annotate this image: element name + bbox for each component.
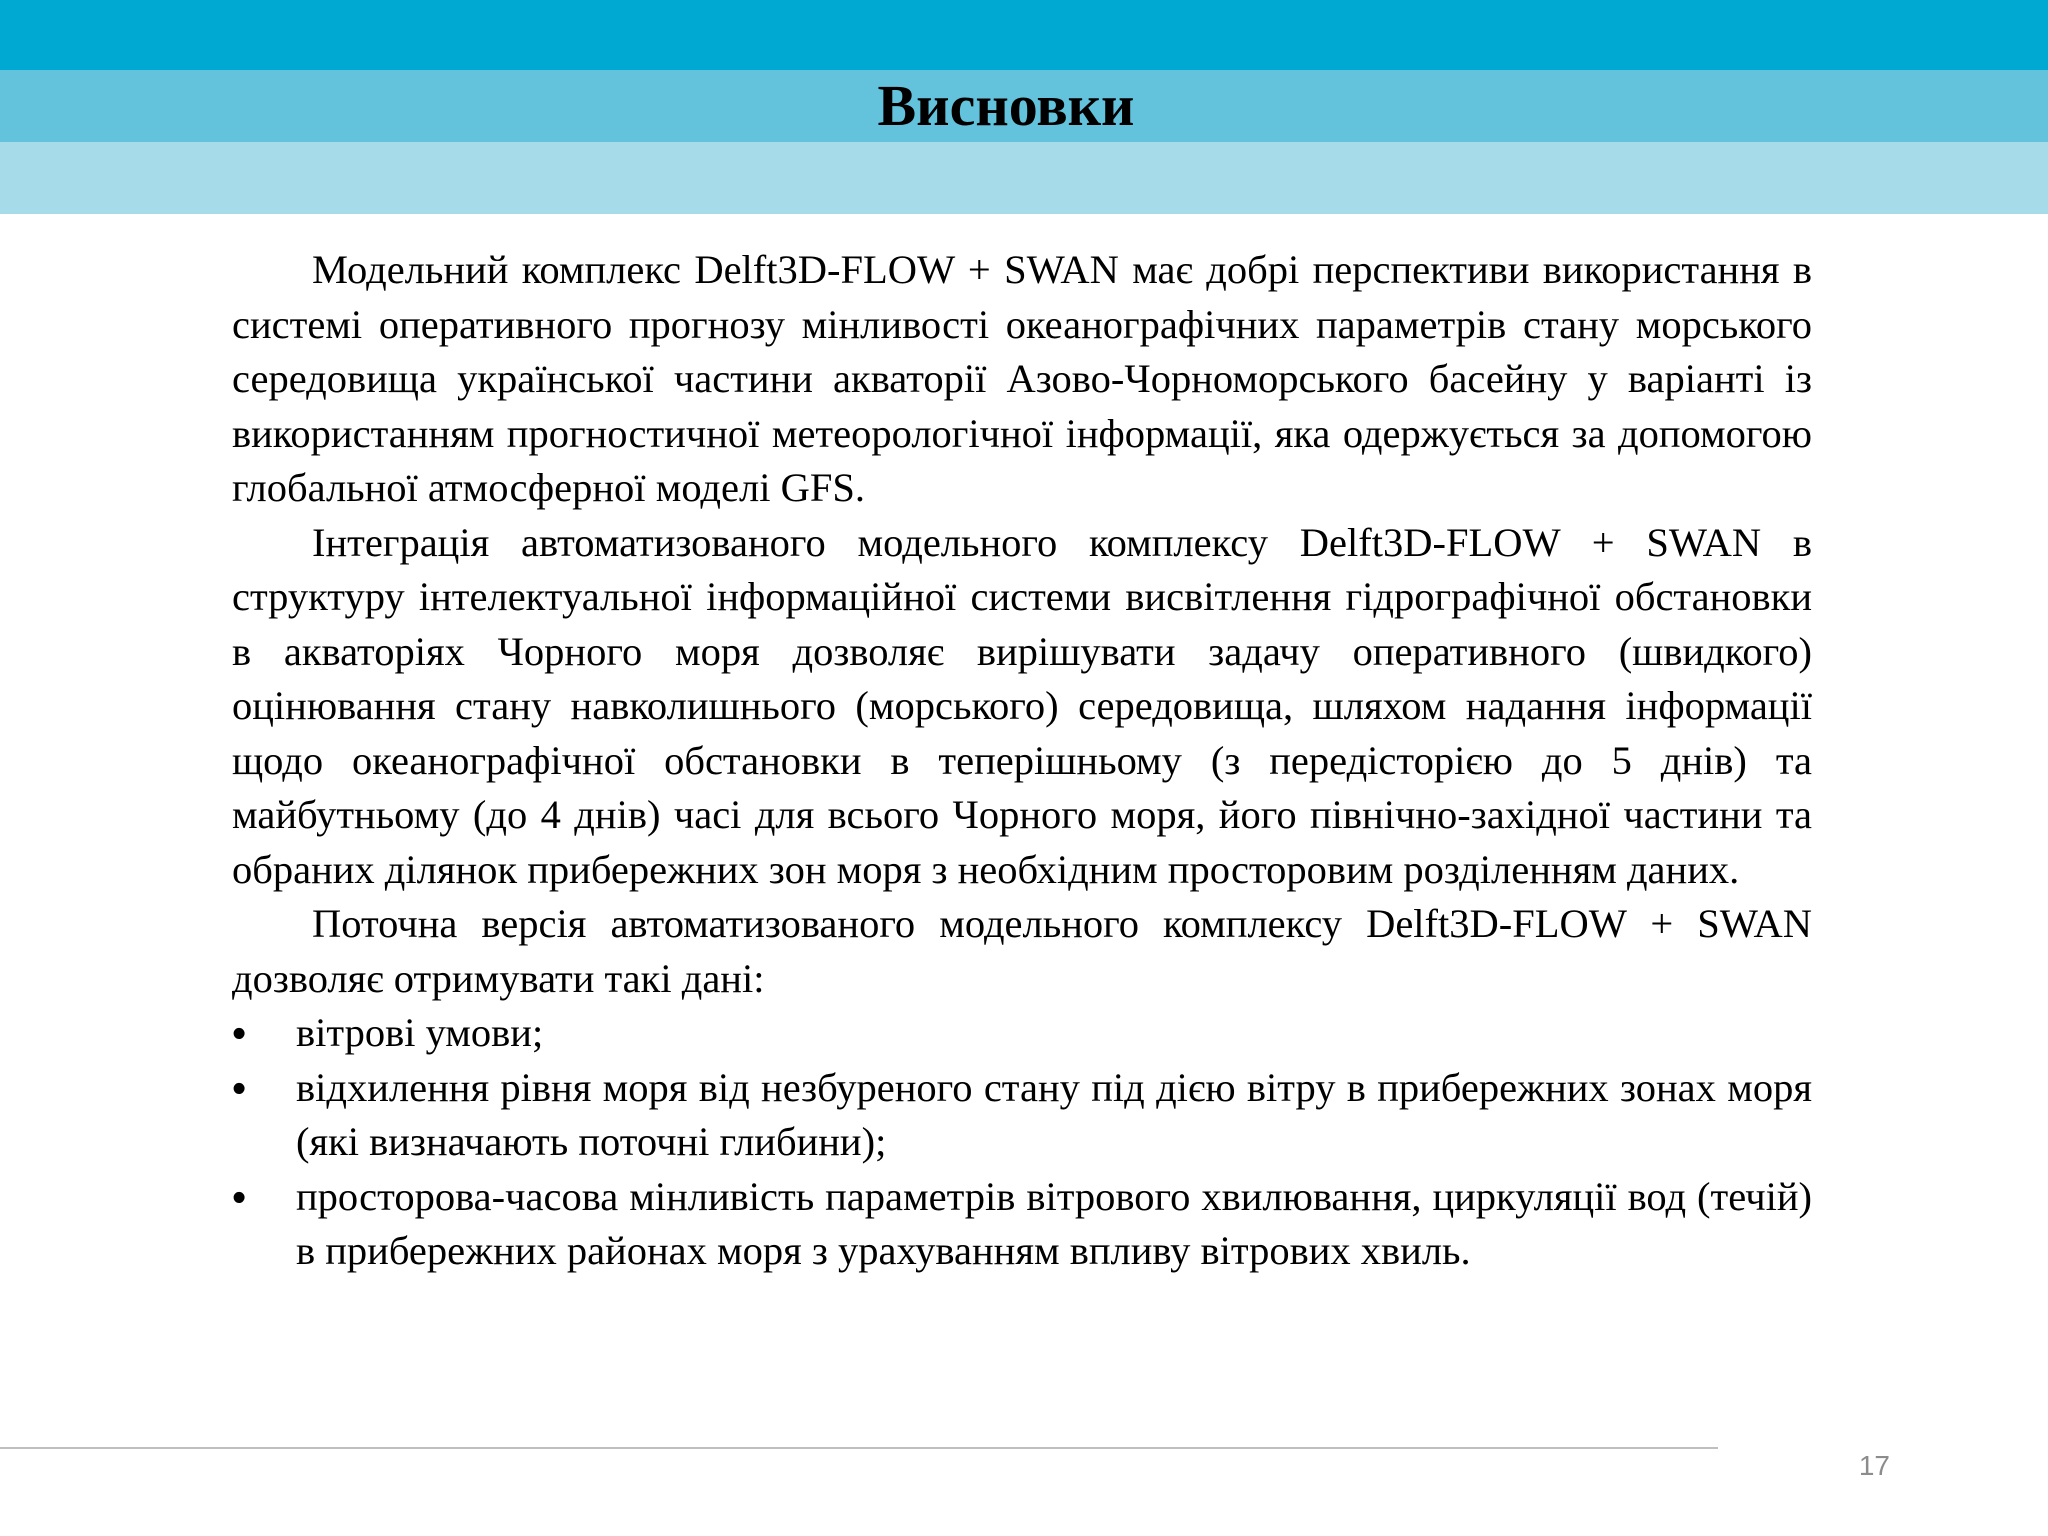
list-item-text: відхилення рівня моря від незбуреного стану під дією вітру в прибережних зонах моря (які визначають поточні глибини); [296,1064,1812,1164]
conclusion-paragraph: Поточна версія автоматизованого модельного комплексу Delft3D-FLOW + SWAN дозволяє отримувати такі дані: [232,901,1812,1001]
data-types-list [232,1006,1812,1279]
conclusion-paragraph: Модельний комплекс Delft3D-FLOW + SWAN має добрі перспективи використання в системі оперативного прогнозу мінливості океанографічних параметрів стану морського середовища української частини акваторії Азово-Чорноморського басейну у варіанті із використанням прогностичної метеорологічної інформації, яка одержується за допомогою глобальної атмосферної моделі GFS. [232,247,1812,510]
footer-divider [0,1447,1718,1449]
bullet-icon: • [232,1010,247,1056]
slide-title: Висновки [877,73,1135,138]
bullet-icon: • [232,1173,247,1220]
list-item [232,1170,1812,1279]
list-item-text: вітрові умови; [296,1010,544,1055]
header-band-bottom [0,142,2048,214]
list-item [232,1061,1812,1170]
conclusion-paragraph: Інтеграція автоматизованого модельного комплексу Delft3D-FLOW + SWAN в структуру інтелектуальної інформаційної системи висвітлення гідрографічної обстановки в акваторіях Чорного моря дозволяє вирішувати задачу оперативного (швидкого) оцінювання стану навколишнього (морського) середовища, шляхом надання інформації щодо океанографічної обстановки в теперішньому (з передісторією до 5 днів) та майбутньому (до 4 днів) часі для всього Чорного моря, його північно-західної частини та обраних ділянок прибережних зон моря з необхідним просторовим розділенням даних. [232,519,1812,892]
slide-body [232,243,1812,1279]
list-item-text: просторова-часова мінливість параметрів вітрового хвилювання, циркуляції вод (течій) в прибережних районах моря з урахуванням впливу вітрових хвиль. [296,1173,1812,1273]
bullet-icon: • [232,1064,247,1111]
list-item [232,1006,1812,1061]
header-band-top [0,0,2048,70]
page-number: 17 [1858,1450,1890,1481]
